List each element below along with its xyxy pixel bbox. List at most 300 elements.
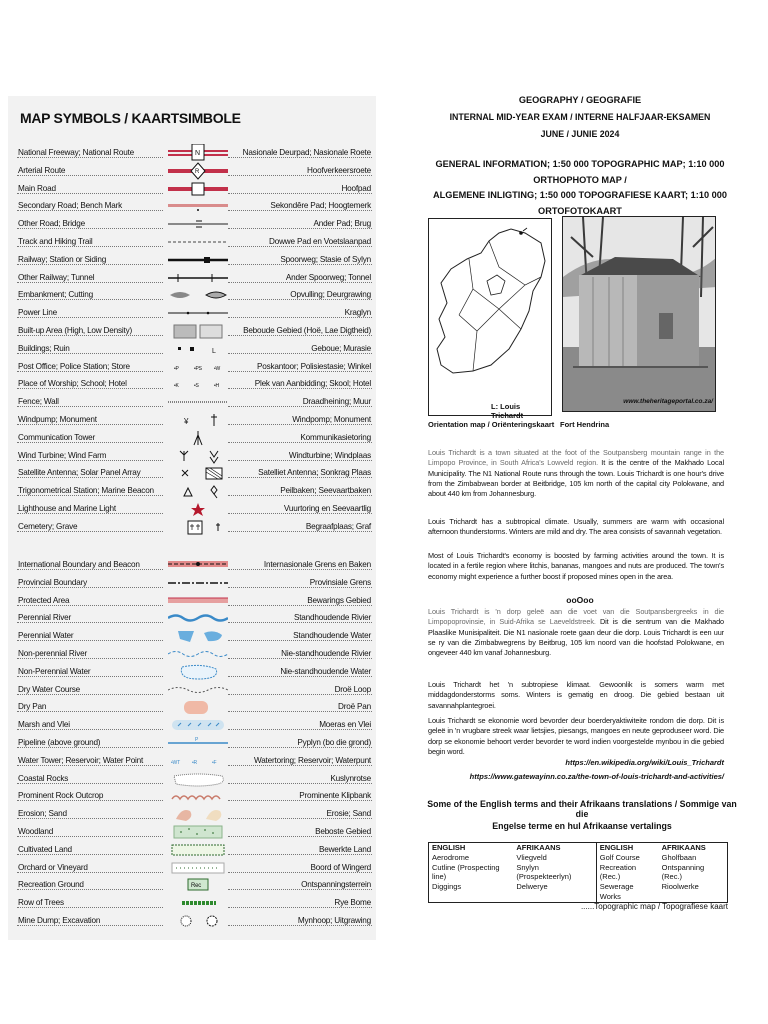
symbol-label-afrikaans: Bewerkte Land xyxy=(318,844,371,854)
leader-dots xyxy=(228,531,372,532)
svg-text:•H: •H xyxy=(214,383,219,390)
post-symbol-icon xyxy=(168,358,228,376)
leader-dots xyxy=(228,694,372,695)
leader-dots xyxy=(228,658,372,659)
symbol-label-english: Coastal Rocks xyxy=(18,773,69,783)
symbol-label-afrikaans: Standhoudende Rivier xyxy=(293,613,371,623)
svg-text:•P: •P xyxy=(174,365,179,372)
power-symbol-icon xyxy=(168,304,228,322)
leader-dots xyxy=(228,246,372,247)
leader-dots xyxy=(228,765,372,766)
leader-dots xyxy=(228,800,372,801)
leader-dots xyxy=(228,264,372,265)
symbol-label-english: Protected Area xyxy=(18,595,70,605)
exam-subject: GEOGRAPHY / GEOGRAFIE xyxy=(518,95,642,105)
railway-symbol-icon xyxy=(168,251,228,269)
windpump-symbol-icon xyxy=(168,411,228,429)
symbol-list-boundaries-water-land xyxy=(8,556,376,930)
leader-dots xyxy=(17,246,163,247)
symbol-label-english: Mine Dump; Excavation xyxy=(18,915,101,925)
leader-dots xyxy=(228,388,372,389)
builtup-symbol-icon xyxy=(168,322,228,340)
list-item xyxy=(8,716,376,734)
photo-watermark: www.theheritageportal.co.za/ xyxy=(623,398,713,405)
map-marker-label: L: Louis Trichardt xyxy=(491,402,524,420)
symbol-label-english: National Freeway; National Route xyxy=(18,148,135,157)
list-item xyxy=(8,482,376,500)
leader-dots xyxy=(17,335,163,336)
svg-text:•PS: •PS xyxy=(194,365,202,372)
terms-header-english-2: ENGLISH xyxy=(596,843,658,853)
symbol-label-afrikaans: Kraglyn xyxy=(344,308,371,318)
table-cell: Vliegveld xyxy=(516,852,547,862)
symbol-label-english: Woodland xyxy=(18,826,54,836)
fort-hendrina-photo xyxy=(562,216,716,412)
svg-text:Rec: Rec xyxy=(191,883,202,890)
terms-heading-line1: Some of the English terms and their Afrikaans translations / Sommige van die xyxy=(427,799,737,819)
satellite-symbol-icon xyxy=(168,464,228,482)
leader-dots xyxy=(228,854,372,855)
drycourse-symbol-icon xyxy=(168,681,228,699)
leader-dots xyxy=(228,371,372,372)
terms-header-english-1: ENGLISH xyxy=(432,843,466,852)
svg-text:R: R xyxy=(195,168,200,175)
svg-text:•R: •R xyxy=(192,759,197,766)
list-item xyxy=(8,876,376,894)
symbol-label-afrikaans: Plek van Aanbidding; Skool; Hotel xyxy=(254,379,371,389)
arterial-symbol-icon xyxy=(168,162,228,180)
list-item xyxy=(8,859,376,877)
cemetery-symbol-icon xyxy=(168,518,228,536)
leader-dots xyxy=(228,836,372,837)
provboundary-symbol-icon xyxy=(168,574,228,592)
lighthouse-symbol-icon xyxy=(168,500,228,518)
terms-heading-line2: Engelse terme en hul Afrikaanse vertalings xyxy=(492,821,672,831)
english-paragraph-location: Louis Trichardt is a town situated at the foot of the Soutpansberg mountain range in the Limpopo Province, in South Africa's Lowveld region. It is the centre of the Makhado Local Municipality. The N1 National Route runs through the town. Louis Trichardt is one hour's drive from the Zimbabwean border at Beitbridge, 105 km north of the capital city Polokwane, and about 440 km from Johannesburg. xyxy=(428,448,725,499)
symbol-label-afrikaans: Droë Pan xyxy=(338,702,371,712)
perriver-symbol-icon xyxy=(168,609,228,627)
intboundary-symbol-icon xyxy=(168,556,228,574)
leader-dots xyxy=(228,818,372,819)
leader-dots xyxy=(17,569,163,570)
table-cell: Aerodrome xyxy=(432,852,470,862)
leader-dots xyxy=(228,406,372,407)
symbol-label-afrikaans: Ander Pad; Brug xyxy=(313,219,371,229)
symbol-label-afrikaans: Boord of Wingerd xyxy=(310,862,371,872)
list-item xyxy=(8,894,376,912)
symbol-label-english: International Boundary and Beacon xyxy=(18,560,140,569)
leader-dots xyxy=(17,175,163,176)
list-item xyxy=(8,841,376,859)
leader-dots xyxy=(17,854,163,855)
list-item xyxy=(8,805,376,823)
symbol-label-english: Post Office; Police Station; Store xyxy=(18,361,130,371)
list-item xyxy=(8,574,376,592)
leader-dots xyxy=(228,210,372,211)
symbol-label-afrikaans: Nie-standhoudende Rivier xyxy=(281,648,371,658)
symbol-label-english: Perennial River xyxy=(18,613,71,623)
symbol-label-english: Place of Worship; School; Hotel xyxy=(18,379,127,389)
mine-symbol-icon xyxy=(168,912,228,930)
symbol-label-afrikaans: Sekondêre Pad; Hoogtemerk xyxy=(270,201,371,211)
list-item xyxy=(8,645,376,663)
protected-symbol-icon xyxy=(168,592,228,610)
cultivated-symbol-icon xyxy=(168,841,228,859)
symbol-label-english: Fence; Wall xyxy=(18,397,59,407)
list-item xyxy=(8,464,376,482)
leader-dots xyxy=(17,800,163,801)
symbol-label-afrikaans: Ander Spoorweg; Tonnel xyxy=(285,272,371,282)
symbol-label-afrikaans: Watertoring; Reservoir; Waterpunt xyxy=(253,755,371,765)
list-item xyxy=(8,663,376,681)
drypan-symbol-icon xyxy=(168,698,228,716)
leader-dots xyxy=(17,353,163,354)
leader-dots xyxy=(17,513,163,514)
table-cell: Delwerye xyxy=(516,882,548,891)
symbol-label-afrikaans: Moeras en Vlei xyxy=(319,720,371,730)
other-symbol-icon xyxy=(168,215,228,233)
leader-dots xyxy=(228,495,372,496)
general-information-heading xyxy=(424,157,736,220)
list-item xyxy=(8,375,376,393)
symbol-label-afrikaans: Beboste Gebied xyxy=(315,826,371,836)
leader-dots xyxy=(17,442,163,443)
symbol-label-afrikaans: Mynhoop; Uitgrawing xyxy=(297,915,371,925)
symbol-label-afrikaans: Geboue; Murasie xyxy=(311,343,371,353)
general-info-line-english: GENERAL INFORMATION; 1:50 000 TOPOGRAPHIC MAP; 1:10 000 ORTHOPHOTO MAP / xyxy=(435,159,725,185)
symbol-label-english: Pipeline (above ground) xyxy=(18,737,101,747)
symbol-label-english: Prominent Rock Outcrop xyxy=(18,791,104,801)
erosion-symbol-icon xyxy=(168,805,228,823)
leader-dots xyxy=(17,299,163,300)
leader-dots xyxy=(17,371,163,372)
list-item xyxy=(8,627,376,645)
leader-dots xyxy=(228,299,372,300)
svg-text:L: L xyxy=(212,347,216,355)
symbol-label-afrikaans: Poskantoor; Polisiestasie; Winkel xyxy=(257,361,371,371)
leader-dots xyxy=(17,711,163,712)
symbol-label-afrikaans: Nasionale Deurpad; Nasionale Roete xyxy=(242,148,371,157)
symbol-label-afrikaans: Standhoudende Water xyxy=(293,631,371,641)
svg-text:•W: •W xyxy=(214,365,221,372)
list-item xyxy=(8,556,376,574)
list-item xyxy=(8,197,376,215)
list-item xyxy=(8,180,376,198)
list-item xyxy=(8,698,376,716)
leader-dots xyxy=(17,477,163,478)
leader-dots xyxy=(228,228,372,229)
table-cell: Snylyn (Prospekteerlyn) xyxy=(516,862,572,882)
leader-dots xyxy=(228,925,372,926)
leader-dots xyxy=(228,460,372,461)
symbol-label-afrikaans: Satelliet Antenna; Sonkrag Plaas xyxy=(258,468,371,478)
leader-dots xyxy=(17,765,163,766)
leader-dots xyxy=(228,729,372,730)
afrikaans-paragraph-economy: Louis Trichardt se ekonomie word bevorder deur boerderyaktiwiteite rondom die dorp. Dit is geleë in 'n vrugbare streek waar lietsjies, piesangs, mangoes en neute geproduseer word. Die dorp se ekonomie behoort verder bevorder te word indien voorgestelde mynbou in die gebied begin word. xyxy=(428,716,724,757)
leader-dots xyxy=(228,353,372,354)
symbol-label-afrikaans: Opvulling; Deurgrawing xyxy=(290,290,371,300)
leader-dots xyxy=(17,282,163,283)
svg-text:N: N xyxy=(195,150,200,157)
leader-dots xyxy=(17,406,163,407)
symbol-label-english: Other Road; Bridge xyxy=(18,219,85,229)
exam-date: JUNE / JUNIE 2024 xyxy=(540,129,620,139)
symbol-label-afrikaans: Kommunikasietoring xyxy=(300,432,371,442)
symbol-label-english: Water Tower; Reservoir; Water Point xyxy=(18,755,144,765)
leader-dots xyxy=(228,569,372,570)
svg-text:•S: •S xyxy=(194,383,199,390)
leader-dots xyxy=(228,317,372,318)
symbol-label-afrikaans: Spoorweg; Stasie of Sylyn xyxy=(280,254,371,264)
terms-header-afrikaans-1: AFRIKAANS xyxy=(516,843,561,852)
svg-text:•F: •F xyxy=(212,759,217,766)
symbol-label-afrikaans: Vuurtoring en Seevaartlig xyxy=(283,503,371,513)
english-paragraph-climate: Louis Trichardt has a subtropical climate. Usually, summers are warm with occasional afternoon thunderstorms. Winters are mild and dry. The area consists of savannah vegetation. xyxy=(428,517,724,537)
worship-symbol-icon xyxy=(168,375,228,393)
svg-text:•WT: •WT xyxy=(171,759,180,766)
symbol-label-afrikaans: Beboude Gebied (Hoë, Lae Digtheid) xyxy=(243,325,371,335)
table-row xyxy=(429,882,728,902)
symbol-label-english: Dry Pan xyxy=(18,702,47,712)
list-item xyxy=(8,411,376,429)
symbol-label-afrikaans: Ontspanningsterrein xyxy=(301,880,371,890)
list-item xyxy=(8,823,376,841)
leader-dots xyxy=(17,605,163,606)
symbol-label-afrikaans: Windpomp; Monument xyxy=(292,414,371,424)
symbol-list-roads-features xyxy=(8,144,376,536)
symbol-label-english: Satellite Antenna; Solar Panel Array xyxy=(18,468,141,478)
symbol-label-afrikaans: Erosie; Sand xyxy=(326,809,371,819)
fort-photo-image xyxy=(563,217,716,412)
leader-dots xyxy=(17,264,163,265)
terms-heading xyxy=(424,799,740,831)
symbol-label-afrikaans: Draadheining; Muur xyxy=(302,397,371,407)
perwater-symbol-icon xyxy=(168,627,228,645)
symbol-label-english: Non-perennial River xyxy=(18,648,88,658)
recreation-symbol-icon xyxy=(168,876,228,894)
list-item xyxy=(8,752,376,770)
symbol-label-english: Provincial Boundary xyxy=(18,577,88,587)
otherrail-symbol-icon xyxy=(168,269,228,287)
leader-dots xyxy=(17,729,163,730)
symbol-label-english: Other Railway; Tunnel xyxy=(18,272,95,282)
leader-dots xyxy=(17,587,163,588)
symbol-label-afrikaans: Bewarings Gebied xyxy=(307,595,371,605)
coastal-symbol-icon xyxy=(168,770,228,788)
list-item xyxy=(8,393,376,411)
leader-dots xyxy=(228,872,372,873)
leader-dots xyxy=(17,694,163,695)
source-link-gatewayinn[interactable]: https://www.gatewayinn.co.za/the-town-of-louis-trichardt-and-activities/ xyxy=(469,772,724,781)
table-cell: Rioolwerke xyxy=(661,882,699,891)
leader-dots xyxy=(228,477,372,478)
symbol-label-afrikaans: Hoofverkeersroete xyxy=(307,165,371,175)
symbol-label-english: Recreation Ground xyxy=(18,880,84,890)
secondary-symbol-icon xyxy=(168,197,228,215)
source-link-wikipedia[interactable]: https://en.wikipedia.org/wiki/Louis_Trichardt xyxy=(565,758,724,767)
table-cell: Ontspanning (Rec.) xyxy=(661,862,705,882)
list-item xyxy=(8,162,376,180)
leader-dots xyxy=(17,872,163,873)
fence-symbol-icon xyxy=(168,393,228,411)
leader-dots xyxy=(228,193,372,194)
svg-text:P: P xyxy=(195,736,199,743)
buildings-symbol-icon xyxy=(168,340,228,358)
leader-dots xyxy=(17,317,163,318)
symbol-label-english: Secondary Road; Bench Mark xyxy=(18,201,123,211)
leader-dots xyxy=(228,424,372,425)
leader-dots xyxy=(17,907,163,908)
leader-dots xyxy=(17,783,163,784)
orchard-symbol-icon xyxy=(168,859,228,877)
leader-dots xyxy=(228,335,372,336)
symbol-label-english: Cemetery; Grave xyxy=(18,521,78,531)
symbol-label-english: Power Line xyxy=(18,308,57,318)
symbol-label-afrikaans: Hoofpad xyxy=(341,183,371,193)
symbol-label-english: Erosion; Sand xyxy=(18,809,67,819)
map-symbols-panel xyxy=(8,96,376,940)
list-item xyxy=(8,500,376,518)
list-item xyxy=(8,144,376,162)
leader-dots xyxy=(17,818,163,819)
symbol-label-afrikaans: Rye Bome xyxy=(334,898,371,908)
symbol-label-english: Wind Turbine; Wind Farm xyxy=(18,450,107,460)
symbol-label-english: Cultivated Land xyxy=(18,844,72,854)
table-cell: Golf Course xyxy=(596,853,658,863)
freeway-symbol-icon xyxy=(168,144,228,162)
symbol-label-english: Arterial Route xyxy=(18,165,66,175)
leader-dots xyxy=(228,889,372,890)
list-item xyxy=(8,609,376,627)
table-cell: Recreation (Rec.) xyxy=(596,863,658,883)
embank-symbol-icon xyxy=(168,286,228,304)
leader-dots xyxy=(228,587,372,588)
symbol-label-english: Buildings; Ruin xyxy=(18,343,70,353)
leader-dots xyxy=(228,282,372,283)
symbol-label-english: Main Road xyxy=(18,183,56,193)
nonriver-symbol-icon xyxy=(168,645,228,663)
list-item xyxy=(8,734,376,752)
list-item xyxy=(8,269,376,287)
turbine-symbol-icon xyxy=(168,447,228,465)
symbol-label-english: Built-up Area (High, Low Density) xyxy=(18,325,132,335)
leader-dots xyxy=(17,676,163,677)
leader-dots xyxy=(17,495,163,496)
leader-dots xyxy=(228,175,372,176)
symbol-label-english: Trigonometrical Station; Marine Beacon xyxy=(18,486,154,496)
symbol-label-afrikaans: Kuslynrotse xyxy=(330,773,371,783)
table-cell: Gholfbaan xyxy=(661,852,697,862)
leader-dots xyxy=(228,605,372,606)
list-item xyxy=(8,358,376,376)
leader-dots xyxy=(17,925,163,926)
list-item xyxy=(8,304,376,322)
pipeline-symbol-icon xyxy=(168,734,228,752)
symbol-label-afrikaans: Pyplyn (bo die grond) xyxy=(297,737,371,747)
table-cell: Sewerage Works xyxy=(596,882,658,902)
symbol-label-english: Dry Water Course xyxy=(18,684,81,694)
leader-dots xyxy=(17,157,163,158)
svg-text:¥: ¥ xyxy=(184,416,189,426)
leader-dots xyxy=(17,210,163,211)
list-item xyxy=(8,681,376,699)
table-row xyxy=(429,853,728,863)
list-item xyxy=(8,770,376,788)
leader-dots xyxy=(228,711,372,712)
terms-table-header-row xyxy=(429,843,728,853)
general-info-line-afrikaans: ALGEMENE INLIGTING; 1:50 000 TOPOGRAFIESE KAART; 1:10 000 ORTOFOTOKAART xyxy=(433,190,727,216)
leader-dots xyxy=(228,513,372,514)
leader-dots xyxy=(228,622,372,623)
symbol-label-afrikaans: Begraafplaas; Graf xyxy=(305,521,371,531)
symbol-label-english: Windpump; Monument xyxy=(18,414,97,424)
terms-table xyxy=(428,842,728,903)
list-item xyxy=(8,251,376,269)
svg-text:•K: •K xyxy=(174,383,179,390)
track-symbol-icon xyxy=(168,233,228,251)
leader-dots xyxy=(17,836,163,837)
symbol-label-afrikaans: Prominente Klipbank xyxy=(299,791,371,801)
leader-dots xyxy=(17,622,163,623)
english-paragraph-economy: Most of Louis Trichardt's economy is boosted by farming activities around the town. It is located in a fertile region where litchis, bananas, mangoes and nuts are produced. The town's economy might experience a further boost if proposed mines open in the area. xyxy=(428,551,724,581)
table-cell: Cutline (Prospecting line) xyxy=(432,862,500,882)
list-item xyxy=(8,340,376,358)
nonwater-symbol-icon xyxy=(168,663,228,681)
symbol-label-english: Railway; Station or Siding xyxy=(18,254,107,264)
orientation-map xyxy=(428,218,552,420)
symbol-label-english: Perennial Water xyxy=(18,631,74,641)
leader-dots xyxy=(228,442,372,443)
symbol-label-afrikaans: Provinsiale Grens xyxy=(309,577,371,587)
leader-dots xyxy=(17,640,163,641)
leader-dots xyxy=(228,157,372,158)
fort-photo-caption: Fort Hendrina xyxy=(560,420,610,429)
leader-dots xyxy=(17,460,163,461)
tower-symbol-icon xyxy=(168,429,228,447)
leader-dots xyxy=(228,747,372,748)
leader-dots xyxy=(17,424,163,425)
leader-dots xyxy=(17,889,163,890)
leader-dots xyxy=(228,640,372,641)
list-item xyxy=(8,322,376,340)
table-row xyxy=(429,863,728,883)
symbol-label-afrikaans: Droë Loop xyxy=(334,684,371,694)
list-item xyxy=(8,215,376,233)
list-item xyxy=(8,787,376,805)
symbol-label-english: Marsh and Vlei xyxy=(18,720,70,730)
leader-dots xyxy=(17,531,163,532)
list-item xyxy=(8,592,376,610)
symbol-label-english: Row of Trees xyxy=(18,898,64,908)
symbol-label-english: Communication Tower xyxy=(18,432,96,442)
symbol-label-english: Embankment; Cutting xyxy=(18,290,93,300)
terms-header-afrikaans-2: AFRIKAANS xyxy=(661,843,706,852)
main-symbol-icon xyxy=(168,180,228,198)
list-item xyxy=(8,518,376,536)
symbol-label-afrikaans: Peilbaken; Seevaartbaken xyxy=(280,486,371,496)
outcrop-symbol-icon xyxy=(168,787,228,805)
symbol-label-afrikaans: Dowwe Pad en Voetslaanpad xyxy=(269,236,371,246)
leader-dots xyxy=(228,676,372,677)
table-cell: Diggings xyxy=(432,882,462,891)
leader-dots xyxy=(17,388,163,389)
leader-dots xyxy=(17,747,163,748)
afrikaans-paragraph-location: Louis Trichardt is 'n dorp geleë aan die voet van die Soutpansbergreeks in die Limpopoprovinsie, in Suid-Afrika se Laeveldstreek. Dit is die sentrum van die Makhado Plaaslike Munisipaliteit. Die N1 nasionale roete gaan deur die dorp. Louis Trichardt is een uur se ry van die Zimbabwegrens by Beitbrug, 105 km noord van die hoofstad Polokwane, en ongeveer 440 km vanaf Johannesburg. xyxy=(428,607,724,658)
exam-title: INTERNAL MID-YEAR EXAM / INTERNE HALFJAAR-EKSAMEN xyxy=(449,112,711,122)
list-item xyxy=(8,429,376,447)
leader-dots xyxy=(228,907,372,908)
list-item xyxy=(8,286,376,304)
